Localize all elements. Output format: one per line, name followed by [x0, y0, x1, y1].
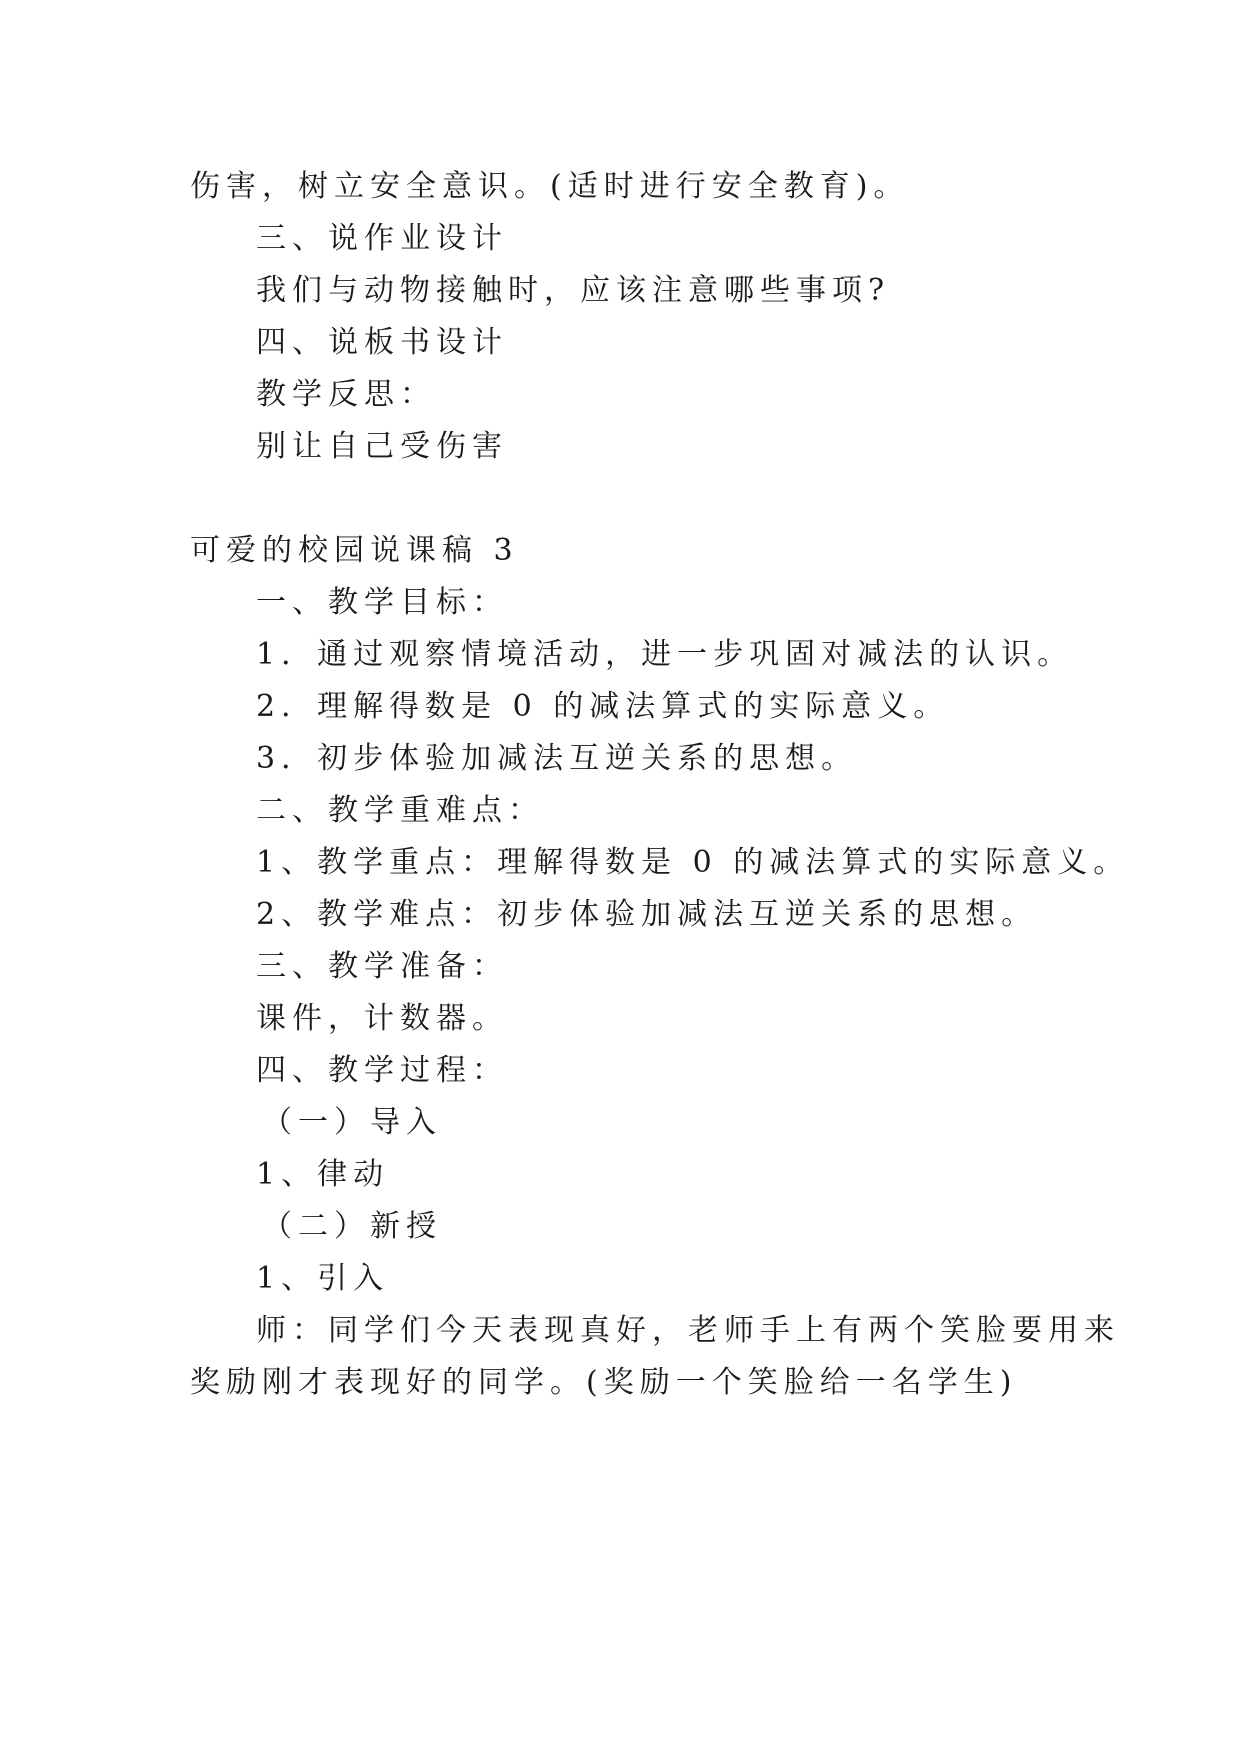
list-item: 3．初步体验加减法互逆关系的思想。 [256, 741, 858, 776]
paragraph-line: 师：同学们今天表现真好，老师手上有两个笑脸要用来 [256, 1313, 1120, 1348]
list-item: 2．理解得数是 0 的减法算式的实际意义。 [256, 689, 950, 724]
subsection-heading: （二）新授 [262, 1209, 442, 1244]
section-heading: 一、教学目标： [256, 585, 508, 620]
subsection-heading: （一）导入 [262, 1105, 442, 1140]
paragraph-line: 课件，计数器。 [256, 1001, 508, 1036]
section-heading: 四、说板书设计 [256, 325, 508, 360]
paragraph-line: 奖励刚才表现好的同学。(奖励一个笑脸给一名学生) [190, 1365, 1018, 1400]
section-heading: 三、说作业设计 [256, 221, 508, 256]
section-heading: 三、教学准备： [256, 949, 508, 984]
paragraph-line: 别让自己受伤害 [256, 429, 508, 464]
document-title: 可爱的校园说课稿 3 [190, 533, 519, 568]
section-heading: 四、教学过程： [256, 1053, 508, 1088]
list-item: 1．通过观察情境活动，进一步巩固对减法的认识。 [256, 637, 1074, 672]
list-item: 1、教学重点：理解得数是 0 的减法算式的实际意义。 [256, 845, 1130, 880]
section-heading: 二、教学重难点： [256, 793, 544, 828]
list-item: 1、引入 [256, 1261, 390, 1296]
paragraph-line: 教学反思： [256, 377, 436, 412]
list-item: 2、教学难点：初步体验加减法互逆关系的思想。 [256, 897, 1038, 932]
paragraph-line: 我们与动物接触时，应该注意哪些事项? [256, 273, 891, 308]
paragraph-line: 伤害，树立安全意识。(适时进行安全教育)。 [190, 169, 910, 204]
list-item: 1、律动 [256, 1157, 390, 1192]
